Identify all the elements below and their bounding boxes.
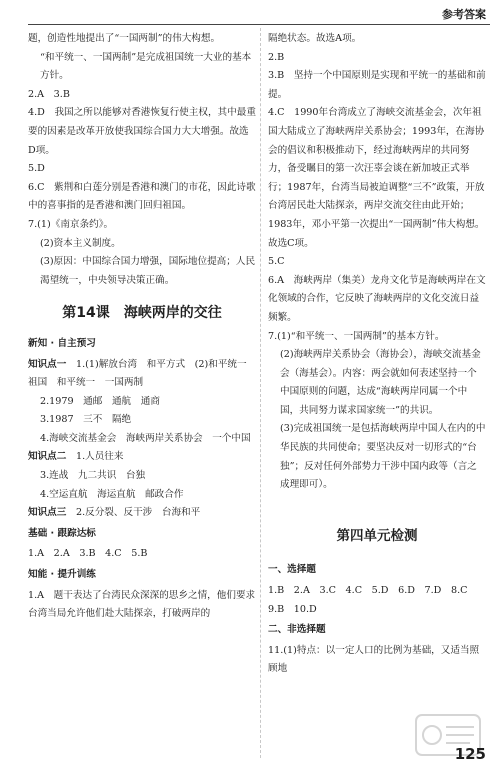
section-heading: 二、非选择题 [268,624,326,636]
answer-line: “和平统一、一国两制”是完成祖国统一大业的基本方针。 [40,51,252,82]
answer-line: 4.空运直航 海运直航 邮政合作 [40,488,184,500]
answer-line: 7.(1)“和平统一、一国两制”的基本方针。 [268,330,445,342]
answer-line: 3.B 坚持一个中国原则是实现和平统一的基础和前提。 [268,70,486,100]
answer-line: (3)原因：中国综合国力增强，国际地位提高；人民渴望统一，中央领导决策正确。 [40,256,256,286]
answer-line: 4.C 1990年台湾成立了海峡交流基金会，次年祖国大陆成立了海峡两岸关系协会；1993年，在海协会的倡议和积极推动下，经过海峡两岸的共同努力，备受瞩目的第一次汪辜会谈在新加坡正式举行；1987年，台湾当局被迫调整“三不”政策，开放台湾居民赴大陆探亲，两岸交流交往由此开始；1983年，邓小平第一次提出“一国两制”伟大构想。故选C项。 [268,107,485,249]
knowledge-point-label: 知识点二 [28,451,67,463]
answer-line: (2)资本主义制度。 [40,237,121,249]
section-heading: 知能 · 提升训练 [28,569,96,581]
answer-line: 1.人员往来 [75,451,124,463]
unit-test-title: 第四单元检测 [336,527,418,544]
answer-line: 3.1987 三不 隔绝 [40,414,132,426]
header-rule [28,24,490,25]
answer-line: 7.(1)《南京条约》。 [28,218,114,230]
knowledge-point-label: 知识点三 [28,507,67,519]
answer-line: 3.连战 九二共识 台独 [40,470,146,482]
column-divider [260,28,261,758]
answer-line: 1.B 2.A 3.C 4.C 5.D 6.D 7.D 8.C 9.B 10.D [268,585,478,615]
answer-line: (3)完成祖国统一是包括海峡两岸中国人在内的中华民族的共同使命；要坚决反对一切形式的“台独”；反对任何外部势力干涉中国内政等（言之成理即可）。 [280,423,486,491]
right-column [268,30,486,679]
answer-line: 1.A 题干表达了台湾民众深深的思乡之情，他们要求台湾当局允许他们赴大陆探亲，打破两岸的 [28,589,256,620]
answer-line: 5.D [28,163,45,175]
answer-line: 1.A 2.A 3.B 4.C 5.B [28,548,148,560]
page-header-title: 参考答案 [442,8,486,21]
section-heading: 一、选择题 [268,564,316,576]
answer-line: (2)海峡两岸关系协会（海协会），海峡交流基金会（海基会）。内容：两会就如何表述坚持一个中国原则的问题，达成“海峡两岸同属一个中国，共同努力谋求国家统一”的共识。 [280,349,481,416]
answer-line: 隔绝状态。故选A项。 [268,33,362,44]
answer-line: 2.反分裂、反干涉 台海和平 [75,507,201,519]
section-heading: 新知 · 自主预习 [28,337,96,349]
answer-line: 题，创造性地提出了“一国两制”的伟大构想。 [28,33,221,44]
answer-line: 2.B [268,51,285,63]
page-number: 125 [454,745,486,763]
section-heading: 基础 · 跟踪达标 [28,527,96,539]
lesson-title: 第14课 海峡两岸的交往 [62,305,222,322]
answer-line: 2.A 3.B [28,88,70,100]
answer-line: 11.(1)特点：以一定人口的比例为基础，又适当照顾地 [268,644,480,675]
answer-line: 1.(1)解放台湾 和平方式 (2)和平统一祖国 和平统一 一国两制 [28,358,247,389]
answer-line: 6.A 海峡两岸（集美）龙舟文化节是海峡两岸在文化领域的合作，它反映了海峡两岸的文化交流日益频繁。 [268,274,486,323]
answer-line: 5.C [268,256,285,268]
answer-line: 6.C 紫荆和白莲分别是香港和澳门的市花，因此诗歌中的喜事指的是香港和澳门回归祖国。 [28,181,256,212]
knowledge-point-label: 知识点一 [28,358,67,370]
answer-line: 2.1979 通邮 通航 通商 [40,395,160,407]
answer-line: 4.D 我国之所以能够对香港恢复行使主权，其中最重要的因素是改革开放使我国综合国力大大增强。故选D项。 [28,107,256,156]
answer-line: 4.海峡交流基金会 海峡两岸关系协会 一个中国 [40,432,251,444]
left-column [28,30,256,624]
